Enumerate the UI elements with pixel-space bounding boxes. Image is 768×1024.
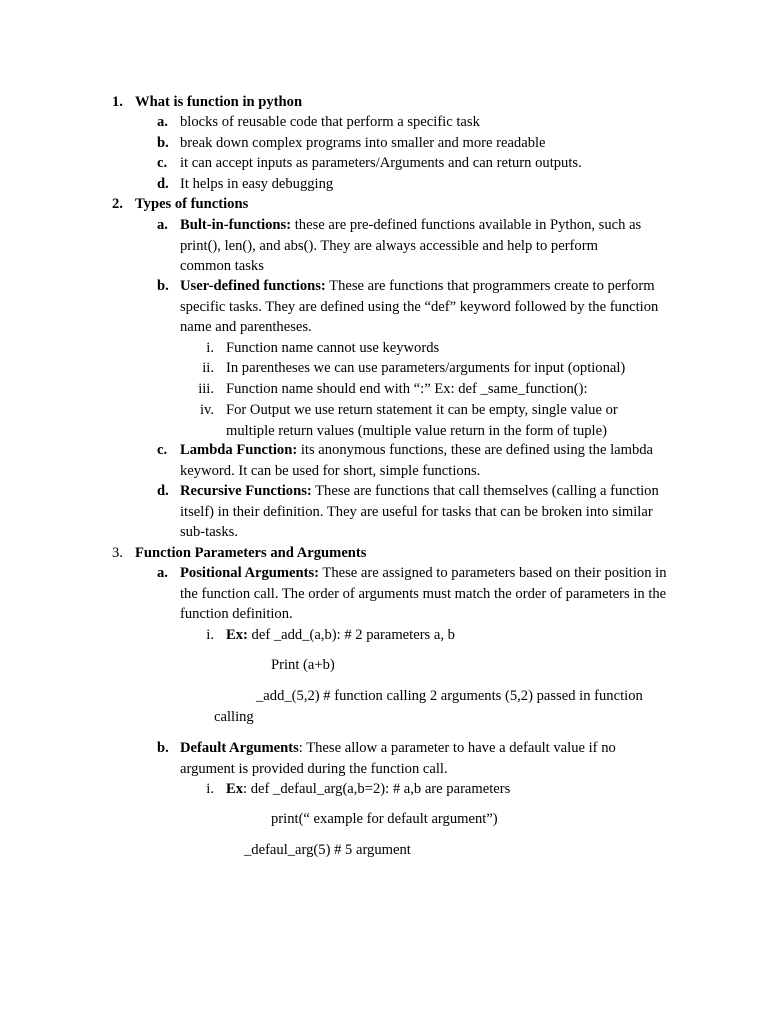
list-item-term: Recursive Functions:	[180, 483, 312, 499]
list-item	[157, 153, 680, 174]
list-item-term: User-defined functions:	[180, 278, 326, 294]
list-marker: 2.	[112, 196, 123, 212]
list-marker: a.	[157, 565, 168, 581]
list-marker: c.	[157, 442, 168, 458]
list-marker: i.	[206, 627, 214, 643]
list-item-text: it can accept inputs as parameters/Arguments and can return outputs.	[180, 155, 582, 171]
list-item	[157, 215, 650, 277]
list-item	[157, 133, 680, 154]
list-marker: i.	[206, 340, 214, 356]
list-marker: b.	[157, 740, 169, 756]
list-item-term: Default Arguments	[180, 740, 299, 756]
code-line: def _add_(a,b): # 2 parameters a, b	[247, 627, 455, 643]
list-marker: ii.	[202, 360, 214, 376]
example-label: Ex:	[226, 627, 248, 643]
sub-list-item	[206, 338, 686, 359]
list-item-text: For Output we use return statement it can be empty, single value or multiple return values (multiple value return in the form of tuple)	[226, 402, 618, 439]
list-item-text: It helps in easy debugging	[180, 176, 334, 192]
list-item-term: Bult-in-functions:	[180, 217, 292, 233]
section-1-heading	[112, 92, 695, 113]
section-title: Function Parameters and Arguments	[135, 545, 367, 561]
list-item	[157, 174, 680, 195]
code-line: _add_(5,2) # function calling 2 arguments (5,2) passed in function	[256, 688, 643, 704]
example-label: Ex	[226, 781, 244, 797]
list-item-text: its anonymous functions, these are defined using the lambda keyword. It can be used for short, simple functions.	[180, 442, 654, 479]
sub-list-item	[199, 400, 646, 441]
list-marker: 1.	[112, 94, 123, 110]
list-marker: iii.	[198, 381, 214, 397]
list-marker: 3.	[112, 545, 123, 561]
list-item	[157, 112, 680, 133]
section-title: What is function in python	[135, 94, 303, 110]
list-marker: iv.	[199, 402, 214, 418]
list-item-text: These are functions that call themselves (calling a function itself) in their definition. They are useful for tasks that can be broken into similar sub-tasks.	[180, 483, 659, 541]
code-example	[206, 779, 686, 800]
code-line: : def _defaul_arg(a,b=2): # a,b are parameters	[243, 781, 511, 797]
list-item	[157, 563, 680, 625]
list-item-text: Function name cannot use keywords	[226, 340, 440, 356]
list-item-term: Lambda Function:	[180, 442, 298, 458]
list-marker: c.	[157, 155, 168, 171]
list-item-text: break down complex programs into smaller and more readable	[180, 135, 546, 151]
code-line: Print (a+b)	[271, 657, 335, 673]
list-marker: d.	[157, 483, 169, 499]
list-marker: b.	[157, 278, 169, 294]
code-line: _defaul_arg(5) # 5 argument	[244, 842, 411, 858]
code-line-continuation: calling	[214, 709, 254, 725]
list-item-text: Function name should end with “:” Ex: def _same_function():	[226, 381, 588, 397]
section-3-heading	[112, 543, 695, 564]
list-marker: d.	[157, 176, 169, 192]
list-item-text: blocks of reusable code that perform a specific task	[180, 114, 480, 130]
list-item-text: These are assigned to parameters based on their position in the function call. The order of arguments must match the order of parameters in the function definition.	[180, 565, 667, 623]
list-marker: b.	[157, 135, 169, 151]
list-item	[157, 276, 680, 338]
list-item	[157, 738, 650, 779]
sub-list-item	[198, 379, 686, 400]
list-item	[157, 440, 680, 481]
sub-list-item	[202, 358, 686, 379]
list-item	[157, 481, 680, 543]
list-marker: i.	[206, 781, 214, 797]
list-marker: a.	[157, 217, 168, 233]
section-title: Types of functions	[135, 196, 249, 212]
code-line: print(“ example for default argument”)	[271, 811, 498, 827]
code-example	[206, 625, 686, 646]
list-item-text: : These allow a parameter to have a default value if no argument is provided during the function call.	[180, 740, 616, 777]
list-marker: a.	[157, 114, 168, 130]
list-item-term: Positional Arguments:	[180, 565, 320, 581]
list-item-text: these are pre-defined functions available in Python, such as print(), len(), and abs(). They are always accessible and help to perform common tasks	[180, 217, 642, 275]
list-item-text: In parentheses we can use parameters/arguments for input (optional)	[226, 360, 626, 376]
list-item-text: These are functions that programmers create to perform specific tasks. They are defined using the “def” keyword followed by the function name and parentheses.	[180, 278, 659, 336]
section-2-heading	[112, 194, 695, 215]
